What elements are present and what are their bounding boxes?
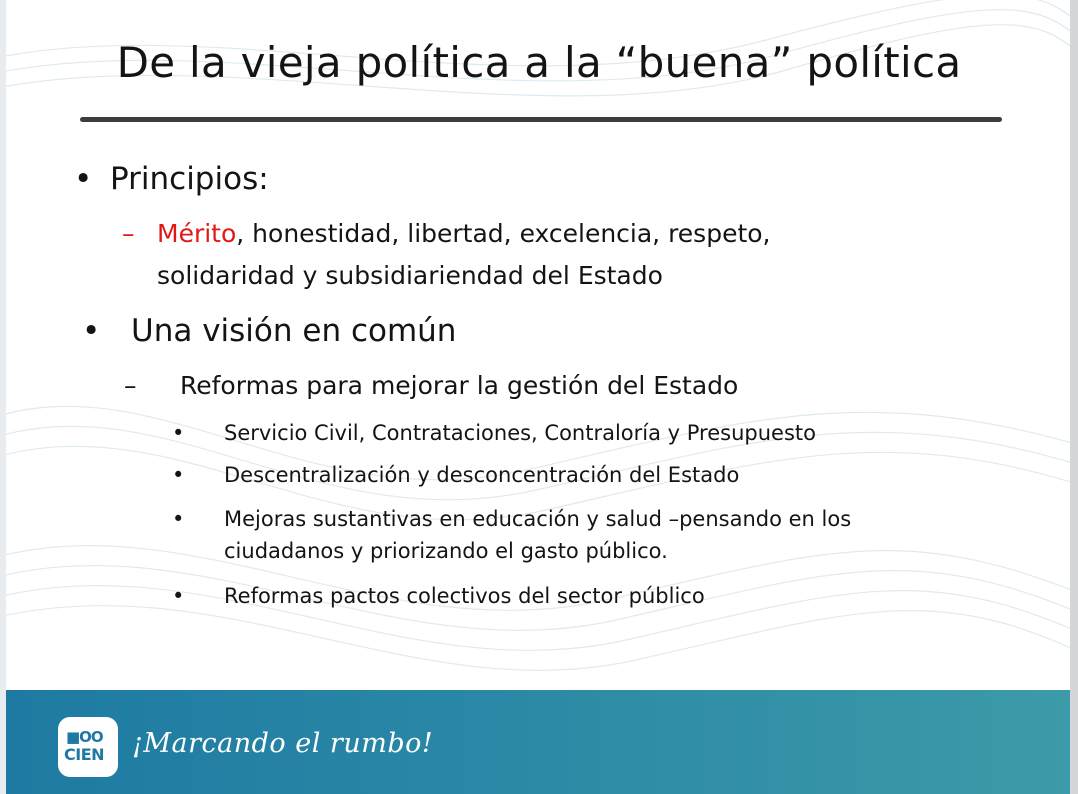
- logo-text: CIEN: [64, 745, 105, 764]
- slogan: ¡Marcando el rumbo!: [132, 728, 434, 759]
- bullet-icon: •: [74, 161, 93, 197]
- bullet-icon: •: [82, 313, 101, 349]
- list-item: Mejoras sustantivas en educación y salud –pensando en los: [224, 507, 852, 531]
- window-edge: [1070, 0, 1078, 794]
- list-item: Descentralización y desconcentración del Estado: [224, 463, 740, 487]
- list-item: Reformas pactos colectivos del sector público: [224, 584, 705, 608]
- logo-mark: ■OO: [66, 728, 103, 746]
- list-item-continuation: ciudadanos y priorizando el gasto público.: [224, 539, 668, 563]
- footer-banner: [6, 690, 1072, 794]
- principles-line-1: [157, 219, 771, 248]
- section-heading-principios: Principios:: [110, 161, 269, 197]
- principles-line-2: solidaridad y subsidiariendad del Estado: [157, 261, 663, 290]
- bullet-icon: •: [172, 463, 185, 487]
- slide-title: De la vieja política a la “buena” política: [116, 38, 962, 87]
- list-item: Servicio Civil, Contrataciones, Contraloría y Presupuesto: [224, 421, 816, 445]
- highlight-merito: Mérito: [157, 219, 237, 248]
- bullet-icon: •: [172, 584, 185, 608]
- slide: [6, 0, 1072, 794]
- cien-logo: [58, 717, 118, 777]
- section-heading-vision: Una visión en común: [131, 313, 457, 349]
- principles-rest: , honestidad, libertad, excelencia, respeto,: [236, 219, 771, 248]
- reformas-line: Reformas para mejorar la gestión del Estado: [180, 371, 739, 400]
- dash-icon: –: [124, 371, 137, 400]
- bullet-icon: •: [172, 507, 185, 531]
- slide-body: [6, 0, 1072, 680]
- dash-icon: –: [122, 219, 135, 248]
- bullet-icon: •: [172, 421, 185, 445]
